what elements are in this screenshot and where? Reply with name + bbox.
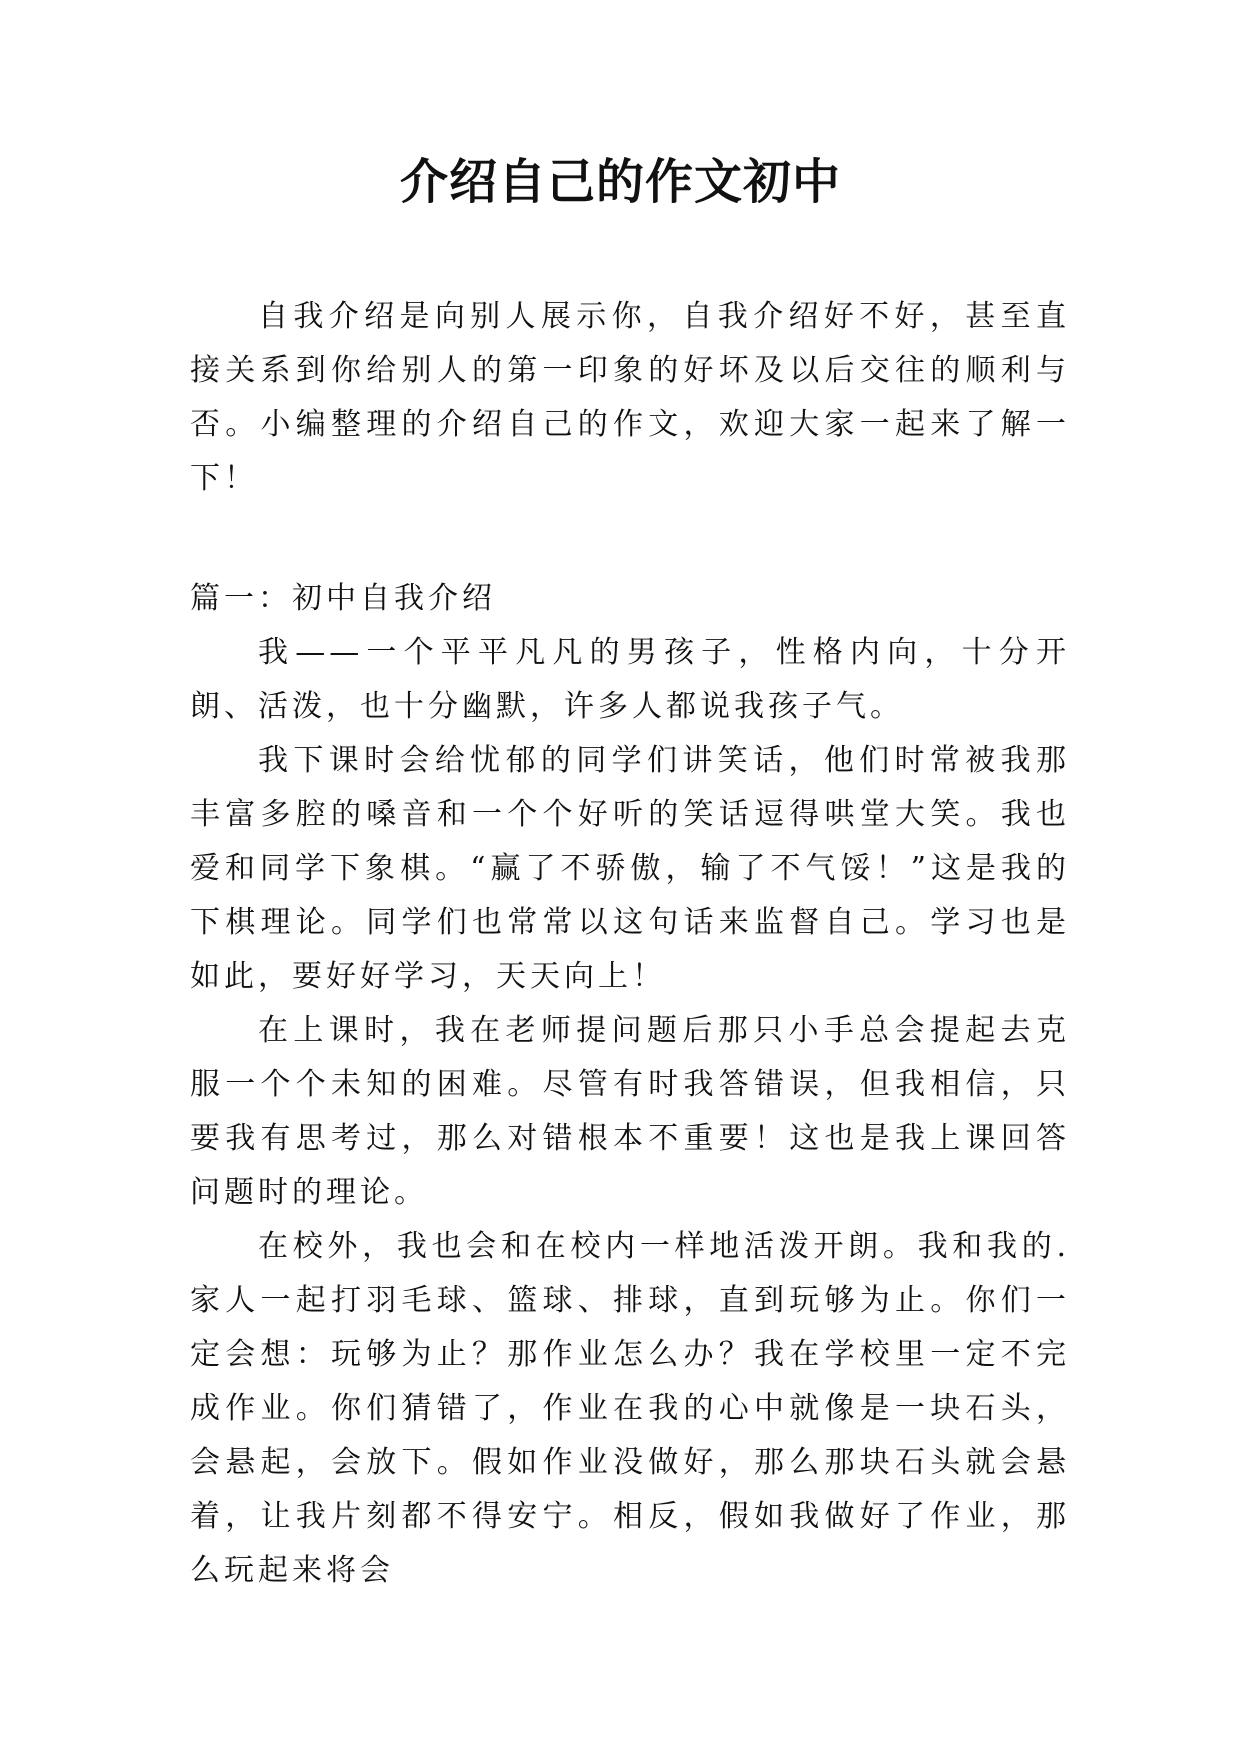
body-paragraph-4: 在校外，我也会和在校内一样地活泼开朗。我和我的.家人一起打羽毛球、篮球、排球，直到玩够为止。你们一定会想：玩够为止？那作业怎么办？我在学校里一定不完成作业。你们猜错了，作业在我的心中就像是一块石头，会悬起，会放下。假如作业没做好，那么那块石头就会悬着，让我片刻都不得安宁。相反，假如我做好了作业，那么玩起来将会 <box>190 1229 1070 1588</box>
body-paragraph-1: 我——一个平平凡凡的男孩子，性格内向，十分开朗、活泼，也十分幽默，许多人都说我孩子气。 <box>190 635 1070 724</box>
section-gap <box>190 506 1070 572</box>
intro-paragraph: 自我介绍是向别人展示你，自我介绍好不好，甚至直接关系到你给别人的第一印象的好坏及以后交往的顺利与否。小编整理的介绍自己的作文，欢迎大家一起来了解一下！ <box>190 299 1070 496</box>
document-body <box>190 290 1070 1598</box>
body-paragraph-3: 在上课时，我在老师提问题后那只小手总会提起去克服一个个未知的困难。尽管有时我答错误，但我相信，只要我有思考过，那么对错根本不重要！这也是我上课回答问题时的理论。 <box>190 1013 1070 1210</box>
document-title: 介绍自己的作文初中 <box>399 154 841 210</box>
section-heading: 篇一：初中自我介绍 <box>190 581 496 616</box>
body-paragraph-2: 我下课时会给忧郁的同学们讲笑话，他们时常被我那丰富多腔的嗓音和一个个好听的笑话逗得哄堂大笑。我也爱和同学下象棋。“赢了不骄傲，输了不气馁！”这是我的下棋理论。同学们也常常以这句话来监督自己。学习也是如此，要好好学习，天天向上！ <box>190 743 1070 994</box>
